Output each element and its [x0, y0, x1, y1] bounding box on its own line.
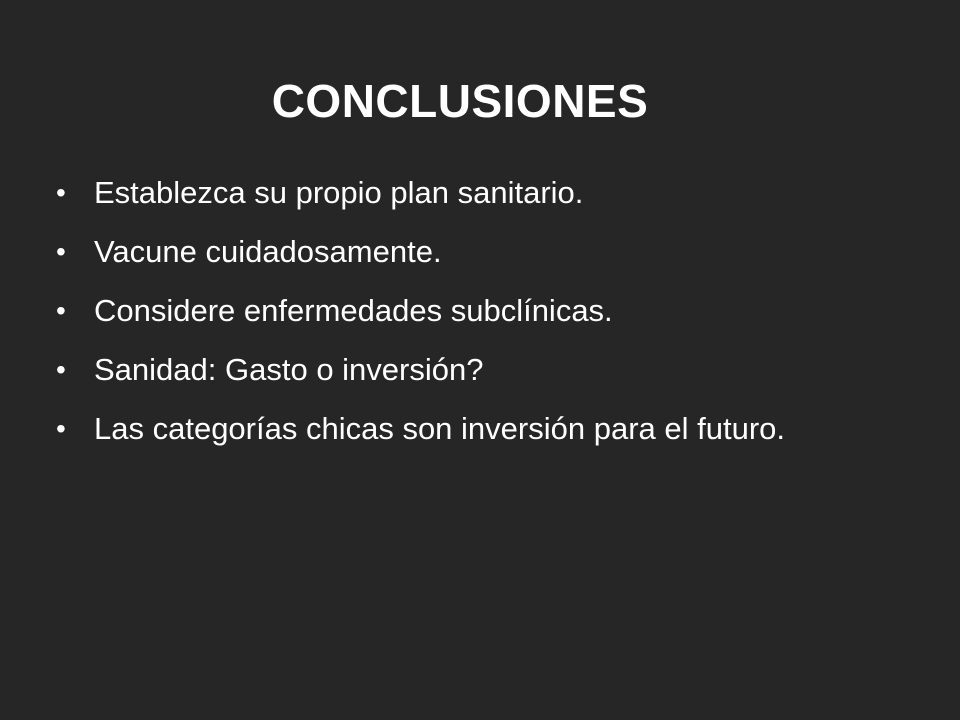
bullet-dot-icon: • [56, 413, 66, 444]
slide-title: CONCLUSIONES [271, 75, 649, 127]
bullet-dot-icon: • [56, 354, 66, 385]
bullet-item [56, 174, 856, 212]
bullet-text: Sanidad: Gasto o inversión? [94, 352, 484, 387]
bullet-dot-icon: • [56, 295, 66, 326]
bullet-text: Establezca su propio plan sanitario. [94, 175, 584, 210]
bullet-item [56, 233, 856, 271]
bullet-text: Las categorías chicas son inversión para el futuro. [94, 411, 785, 446]
bullet-text: Considere enfermedades subclínicas. [94, 293, 613, 328]
bullet-list [56, 174, 856, 469]
bullet-dot-icon: • [56, 236, 66, 267]
bullet-item [56, 410, 856, 448]
bullet-item [56, 351, 856, 389]
bullet-text: Vacune cuidadosamente. [94, 234, 442, 269]
bullet-item [56, 292, 856, 330]
bullet-dot-icon: • [56, 177, 66, 208]
